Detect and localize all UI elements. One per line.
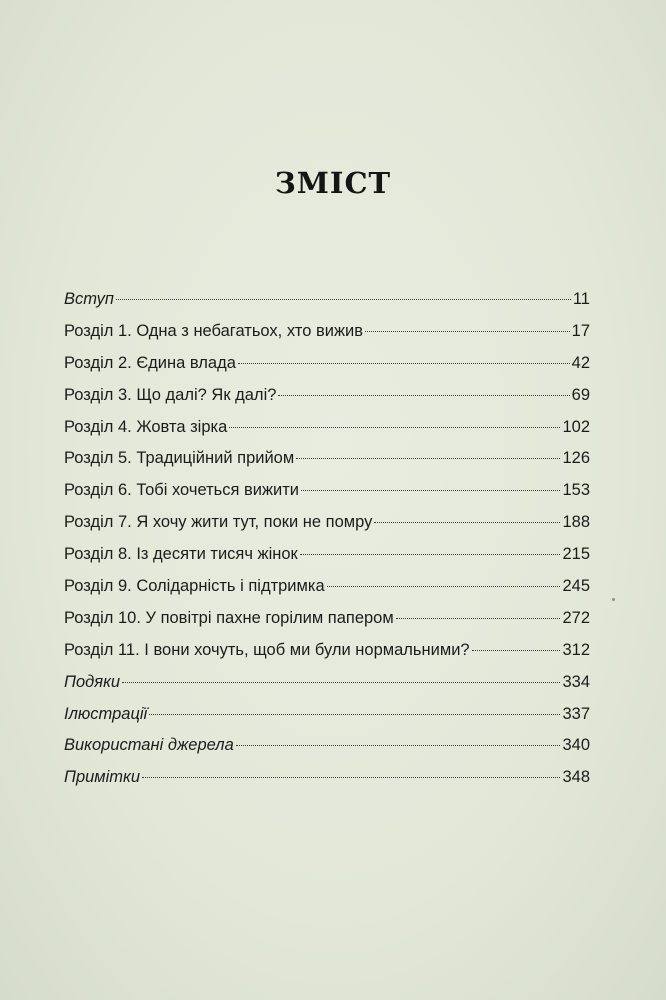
toc-entry-label: Розділ 7. Я хочу жити тут, поки не помру <box>64 513 373 532</box>
dot-leader <box>300 554 561 555</box>
dot-leader <box>142 777 560 778</box>
toc-entry-label: Примітки <box>64 768 140 787</box>
toc-entry <box>64 351 590 383</box>
dot-leader <box>149 714 560 715</box>
paper-speck <box>612 598 615 601</box>
toc-entry-label: Розділ 6. Тобі хочеться вижити <box>64 481 300 500</box>
toc-entry <box>64 638 590 670</box>
toc-entry <box>64 733 590 765</box>
dot-leader <box>396 618 561 619</box>
dot-leader <box>229 427 560 428</box>
toc-entry-label: Розділ 5. Традиційний прийом <box>64 449 295 468</box>
toc-entry-page: 126 <box>562 449 590 468</box>
toc-entry-label: Розділ 10. У повітрі пахне горілим папером <box>64 608 394 627</box>
toc-entry-label: Розділ 9. Солідарність і підтримка <box>64 577 325 596</box>
dot-leader <box>236 745 561 746</box>
toc-entry <box>64 319 590 351</box>
toc-entry-page: 69 <box>571 385 590 404</box>
toc-entry <box>64 702 590 734</box>
toc-entry-label: Ілюстрації <box>64 704 148 723</box>
toc-entry-label: Розділ 11. І вони хочуть, щоб ми були нормальними? <box>64 640 470 659</box>
dot-leader <box>296 458 560 459</box>
toc-entry <box>64 542 590 574</box>
dot-leader <box>472 650 561 651</box>
toc-entry-label: Використані джерела <box>64 736 234 755</box>
toc-entry-page: 334 <box>562 672 590 691</box>
toc-entry-label: Розділ 2. Єдина влада <box>64 353 236 372</box>
dot-leader <box>365 331 570 332</box>
toc-entry-page: 312 <box>562 640 590 659</box>
dot-leader <box>122 682 560 683</box>
table-of-contents <box>64 287 590 797</box>
toc-entry <box>64 510 590 542</box>
toc-entry <box>64 670 590 702</box>
toc-entry-page: 348 <box>562 768 590 787</box>
toc-entry <box>64 606 590 638</box>
page-title: ЗМІСТ <box>274 166 392 200</box>
toc-entry-page: 245 <box>562 577 590 596</box>
toc-entry <box>64 383 590 415</box>
toc-entry-label: Розділ 4. Жовта зірка <box>64 417 228 436</box>
toc-entry-page: 272 <box>562 608 590 627</box>
toc-entry <box>64 287 590 319</box>
toc-entry <box>64 478 590 510</box>
toc-entry-page: 188 <box>562 513 590 532</box>
toc-entry-page: 337 <box>562 704 590 723</box>
toc-entry-page: 17 <box>571 321 590 340</box>
toc-entry-page: 153 <box>562 481 590 500</box>
toc-entry <box>64 765 590 797</box>
toc-entry <box>64 415 590 447</box>
toc-entry-page: 42 <box>571 353 590 372</box>
dot-leader <box>238 363 570 364</box>
toc-entry-label: Вступ <box>64 290 114 308</box>
toc-entry-label: Розділ 3. Що далі? Як далі? <box>64 385 277 404</box>
toc-entry-label: Подяки <box>64 672 121 691</box>
toc-entry-page: 102 <box>562 417 590 436</box>
toc-entry-page: 11 <box>572 290 590 308</box>
dot-leader <box>374 522 560 523</box>
dot-leader <box>278 395 569 396</box>
toc-entry-label: Розділ 1. Одна з небагатьох, хто вижив <box>64 321 364 340</box>
toc-entry-page: 340 <box>562 736 590 755</box>
dot-leader <box>116 299 571 300</box>
toc-entry <box>64 446 590 478</box>
dot-leader <box>327 586 561 587</box>
toc-entry-label: Розділ 8. Із десяти тисяч жінок <box>64 545 298 564</box>
toc-entry <box>64 574 590 606</box>
toc-entry-page: 215 <box>562 545 590 564</box>
dot-leader <box>301 490 560 491</box>
